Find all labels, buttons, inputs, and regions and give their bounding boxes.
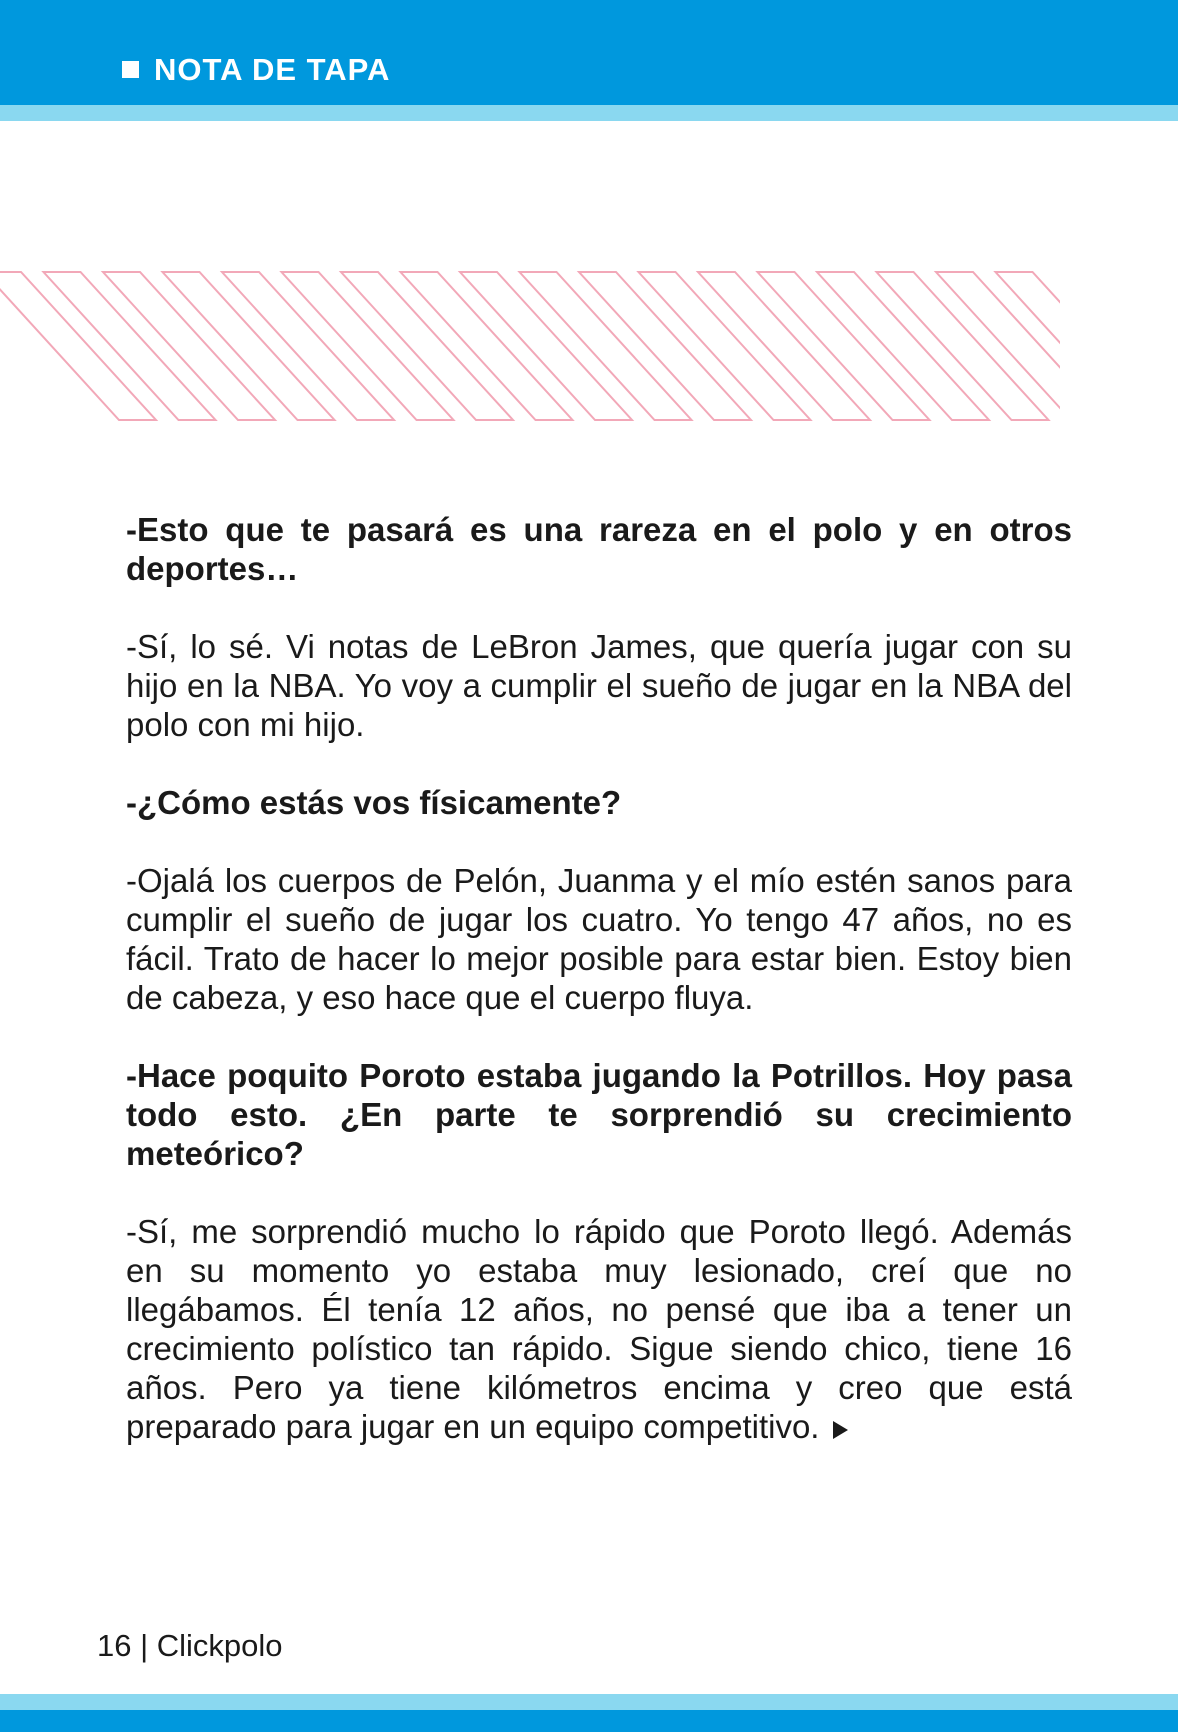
section-label: NOTA DE TAPA [154,52,391,87]
page-folio: 16 | Clickpolo [97,1628,283,1663]
article-body [126,510,1072,1485]
interview-question: -¿Cómo estás vos físicamente? [126,784,622,821]
stripe-shape [460,272,632,420]
stripe-shape [44,272,216,420]
answer-text: -Sí, me sorprendió mucho lo rápido que Poroto llegó. Además en su momento yo estaba muy lesionado, creí que no llegábamos. Él tenía 12 años, no pensé que iba a tener un crecimiento polístico tan rápido. Sigue siendo chico, tiene 16 años. Pero ya tiene kilómetros encima y creo que está preparado para jugar en un equipo competitivo. [126,1213,1072,1445]
square-bullet-icon [122,61,139,78]
stripe-shape [579,272,751,420]
header-accent-stripe [0,105,1178,121]
stripe-shape [222,272,394,420]
stripe-shape [103,272,275,420]
interview-answer: -Ojalá los cuerpos de Pelón, Juanma y el mío estén sanos para cumplir el sueño de jugar los cuatro. Yo tengo 47 años, no es fácil. Trato de hacer lo mejor posible para estar bien. Estoy bien de cabeza, y eso hace que el cuerpo fluya. [126,862,1072,1016]
footer-bar [0,1710,1178,1732]
stripe-shape [877,272,1049,420]
stripe-shape [698,272,870,420]
diagonal-stripes-pattern [0,270,1060,425]
stripe-shape [282,272,454,420]
end-of-article-triangle-icon [833,1421,848,1439]
stripe-shape [817,272,989,420]
stripe-shape [341,272,513,420]
stripe-shape [520,272,692,420]
interview-answer: -Sí, lo sé. Vi notas de LeBron James, que quería jugar con su hijo en la NBA. Yo voy a cumplir el sueño de jugar en la NBA del polo con mi hijo. [126,628,1072,743]
footer-accent-stripe [0,1694,1178,1710]
stripe-shape [639,272,811,420]
interview-question: -Esto que te pasará es una rareza en el polo y en otros deportes… [126,511,1072,587]
stripe-shape [401,272,573,420]
interview-question: -Hace poquito Poroto estaba jugando la Potrillos. Hoy pasa todo esto. ¿En parte te sorprendió su crecimiento meteórico? [126,1057,1072,1172]
stripe-shape [0,272,156,420]
stripe-shape [163,272,335,420]
stripe-shape [936,272,1060,420]
interview-answer-final [126,1212,1072,1446]
stripe-shape [758,272,930,420]
